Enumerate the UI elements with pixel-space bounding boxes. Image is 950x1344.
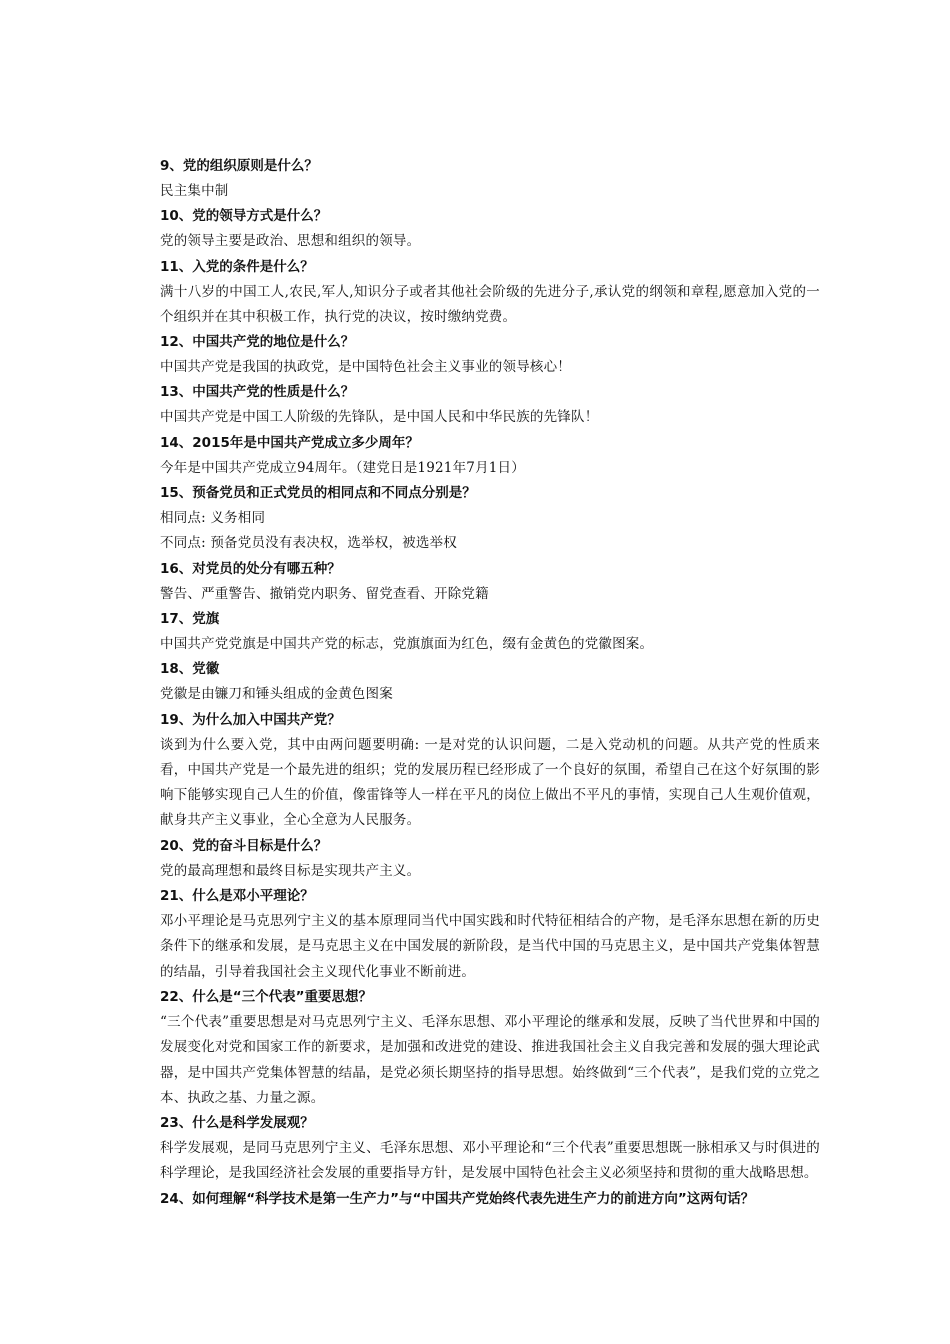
question-heading: 13、中国共产党的性质是什么？: [160, 384, 355, 401]
document-page: [160, 154, 820, 1212]
question-heading: 18、党徽: [160, 661, 220, 678]
question-heading: 21、什么是邓小平理论？: [160, 888, 314, 905]
answer-paragraph: “三个代表”重要思想是对马克思列宁主义、毛泽东思想、邓小平理论的继承和发展，反映了当代世界和中国的发展变化对党和国家工作的新要求，是加强和改进党的建设、推进我国社会主义自我完善和发展的强大理论武器，是中国共产党集体智慧的结晶，是党必须长期坚持的指导思想。始终做到“三个代表”，是我们党的立党之本、执政之基、力量之源。: [160, 1013, 820, 1106]
answer-paragraph: 中国共产党是中国工人阶级的先锋队，是中国人民和中华民族的先锋队！: [160, 409, 599, 426]
question-heading: 17、党旗: [160, 610, 220, 627]
question-heading: 9、党的组织原则是什么？: [160, 158, 318, 174]
question-heading: 12、中国共产党的地位是什么？: [160, 334, 355, 351]
answer-paragraph: 党的领导主要是政治、思想和组织的领导。: [160, 233, 421, 250]
question-heading: 15、预备党员和正式党员的相同点和不同点分别是？: [160, 485, 476, 502]
question-heading: 24、如何理解“科学技术是第一生产力”与“中国共产党始终代表先进生产力的前进方向”这两句话？: [160, 1190, 755, 1207]
question-heading: 10、党的领导方式是什么？: [160, 208, 328, 225]
answer-paragraph: 警告、严重警告、撤销党内职务、留党查看、开除党籍: [160, 585, 489, 602]
question-heading: 22、什么是“三个代表”重要思想？: [160, 988, 373, 1005]
answer-paragraph: 谈到为什么要入党，其中由两问题要明确: 一是对党的认识问题，二是入党动机的问题。从共产党的性质来看，中国共产党是一个最先进的组织；党的发展历程已经形成了一个良好的氛围，希望自己在这个好氛围的影响下能够实现自己人生的价值，像雷锋等人一样在平凡的岗位上做出不平凡的事情，实现自己人生观价值观，献身共产主义事业，全心全意为人民服务。: [160, 736, 820, 829]
answer-paragraph: 党徽是由镰刀和锤头组成的金黄色图案: [160, 686, 393, 703]
question-heading: 19、为什么加入中国共产党？: [160, 711, 341, 728]
answer-paragraph: 民主集中制: [160, 183, 229, 199]
answer-paragraph: 邓小平理论是马克思列宁主义的基本原理同当代中国实践和时代特征相结合的产物，是毛泽东思想在新的历史条件下的继承和发展，是马克思主义在中国发展的新阶段，是当代中国的马克思主义，是中国共产党集体智慧的结晶，引导着我国社会主义现代化事业不断前进。: [160, 913, 820, 980]
question-heading: 20、党的奋斗目标是什么？: [160, 837, 328, 854]
answer-paragraph: 科学发展观，是同马克思列宁主义、毛泽东思想、邓小平理论和“三个代表”重要思想既一脉相承又与时俱进的科学理论，是我国经济社会发展的重要指导方针，是发展中国特色社会主义必须坚持和贯彻的重大战略思想。: [160, 1140, 820, 1182]
question-heading: 16、对党员的处分有哪五种？: [160, 560, 341, 577]
answer-paragraph: 中国共产党党旗是中国共产党的标志，党旗旗面为红色，缀有金黄色的党徽图案。: [160, 635, 654, 652]
question-heading: 11、入党的条件是什么？: [160, 258, 314, 275]
question-heading: 23、什么是科学发展观？: [160, 1115, 314, 1132]
answer-paragraph: 党的最高理想和最终目标是实现共产主义。: [160, 862, 421, 879]
answer-paragraph: 中国共产党是我国的执政党，是中国特色社会主义事业的领导核心！: [160, 359, 571, 376]
answer-paragraph: 相同点: 义务相同: [160, 510, 266, 527]
answer-paragraph: 不同点: 预备党员没有表决权，选举权，被选举权: [160, 535, 457, 552]
question-heading: 14、2015年是中国共产党成立多少周年？: [160, 434, 419, 451]
answer-paragraph: 今年是中国共产党成立94周年。（建党日是1921年7月1日）: [160, 459, 525, 476]
answer-paragraph: 满十八岁的中国工人,农民,军人,知识分子或者其他社会阶级的先进分子,承认党的纲领和章程,愿意加入党的一个组织并在其中积极工作，执行党的决议，按时缴纳党费。: [160, 283, 820, 325]
